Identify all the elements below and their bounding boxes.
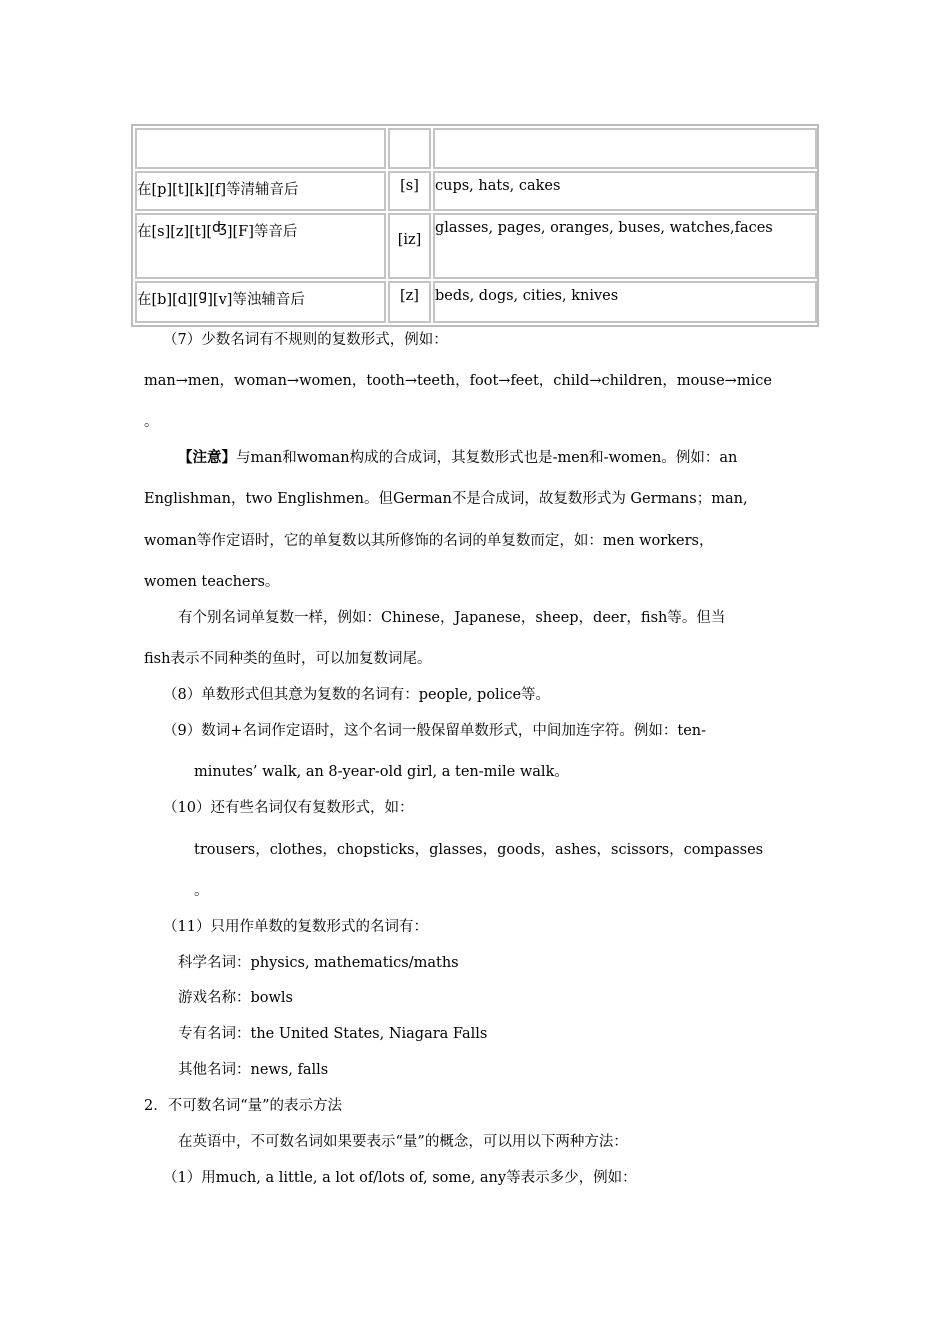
table-cell (388, 171, 431, 211)
paragraph-9-line-2: minutes’ walk, an 8-year-old girl, a ten-mile walk。 (194, 764, 569, 780)
section-2-item-1: （1）用much, a little, a lot of/lots of, some, any等表示多少，例如： (163, 1170, 637, 1186)
paragraph-11-science: 科学名词：physics, mathematics/maths (178, 955, 459, 971)
section-2-heading: 2．不可数名词“量”的表示方法 (144, 1098, 343, 1114)
same-form-line-1: 有个别名词单复数一样，例如：Chinese，Japanese，sheep，deer，fish等。但当 (178, 610, 726, 626)
condition-text (137, 288, 305, 309)
examples-text: beds, dogs, cities, knives (435, 288, 619, 304)
phonetic-symbol: ʤ (212, 220, 227, 236)
note-label: 【注意】 (178, 449, 236, 466)
table-cell (135, 171, 386, 211)
paragraph-10-list: trousers，clothes，chopsticks，glasses，goods，ashes，scissors，compasses (194, 842, 764, 858)
paragraph-8: （8）单数形式但其意为复数的名词有：people, police等。 (163, 687, 551, 703)
paragraph-7: （7）少数名词有不规则的复数形式，例如： (163, 332, 448, 348)
table-cell (388, 128, 431, 169)
paragraph-11-games: 游戏名称：bowls (178, 990, 294, 1006)
note-text: 与man和woman构成的合成词，其复数形式也是-men和-women。例如：an (236, 450, 738, 466)
paragraph-11-other: 其他名词：news, falls (178, 1062, 329, 1078)
paragraph-7-end: 。 (144, 414, 159, 430)
note-line-4: women teachers。 (144, 574, 280, 590)
table-cell (433, 128, 817, 169)
table-cell (388, 281, 431, 323)
paragraph-11: （11）只用作单数的复数形式的名词有： (163, 919, 428, 935)
note-line-2: Englishman，two Englishmen。但German不是合成词，故复数形式为 Germans；man, (144, 491, 748, 507)
note-line-3: woman等作定语时，它的单复数以其所修饰的名词的单复数而定，如：men workers， (144, 533, 714, 549)
paragraph-10-end: 。 (194, 883, 209, 899)
table-cell (135, 128, 386, 169)
same-form-line-2: fish表示不同种类的鱼时，可以加复数词尾。 (144, 651, 432, 667)
condition-post: ][v]等浊辅音后 (207, 292, 305, 308)
paragraph-10: （10）还有些名词仅有复数形式，如： (163, 800, 414, 816)
condition-text: 在[p][t][k][f]等清辅音后 (137, 182, 299, 198)
condition-pre: 在[b][d][ (137, 292, 199, 308)
sound-text: [z] (400, 288, 419, 304)
paragraph-9-line-1: （9）数词+名词作定语时，这个名词一般保留单数形式，中间加连字符。例如：ten- (163, 723, 707, 739)
sound-text: [iz] (397, 232, 422, 248)
phonetic-symbol: g (198, 288, 208, 304)
plural-pronunciation-table (131, 124, 819, 327)
paragraph-7-list: man→men，woman→women，tooth→teeth，foot→feet，child→children，mouse→mice (144, 373, 772, 389)
note-line-1 (178, 448, 737, 468)
condition-post: ][F]等音后 (226, 224, 298, 240)
examples-text: glasses, pages, oranges, buses, watches,faces (435, 220, 773, 236)
condition-pre: 在[s][z][t][ (137, 224, 213, 240)
table-cell (433, 213, 817, 279)
table-cell (135, 281, 386, 323)
paragraph-11-proper: 专有名词：the United States, Niagara Falls (178, 1026, 488, 1042)
examples-text: cups, hats, cakes (435, 178, 561, 194)
section-2-intro: 在英语中，不可数名词如果要表示“量”的概念，可以用以下两种方法： (178, 1134, 628, 1150)
table-cell (433, 281, 817, 323)
condition-text (137, 220, 297, 241)
table-cell (433, 171, 817, 211)
sound-text: [s] (400, 178, 419, 194)
table-cell (135, 213, 386, 279)
table-cell (388, 213, 431, 279)
